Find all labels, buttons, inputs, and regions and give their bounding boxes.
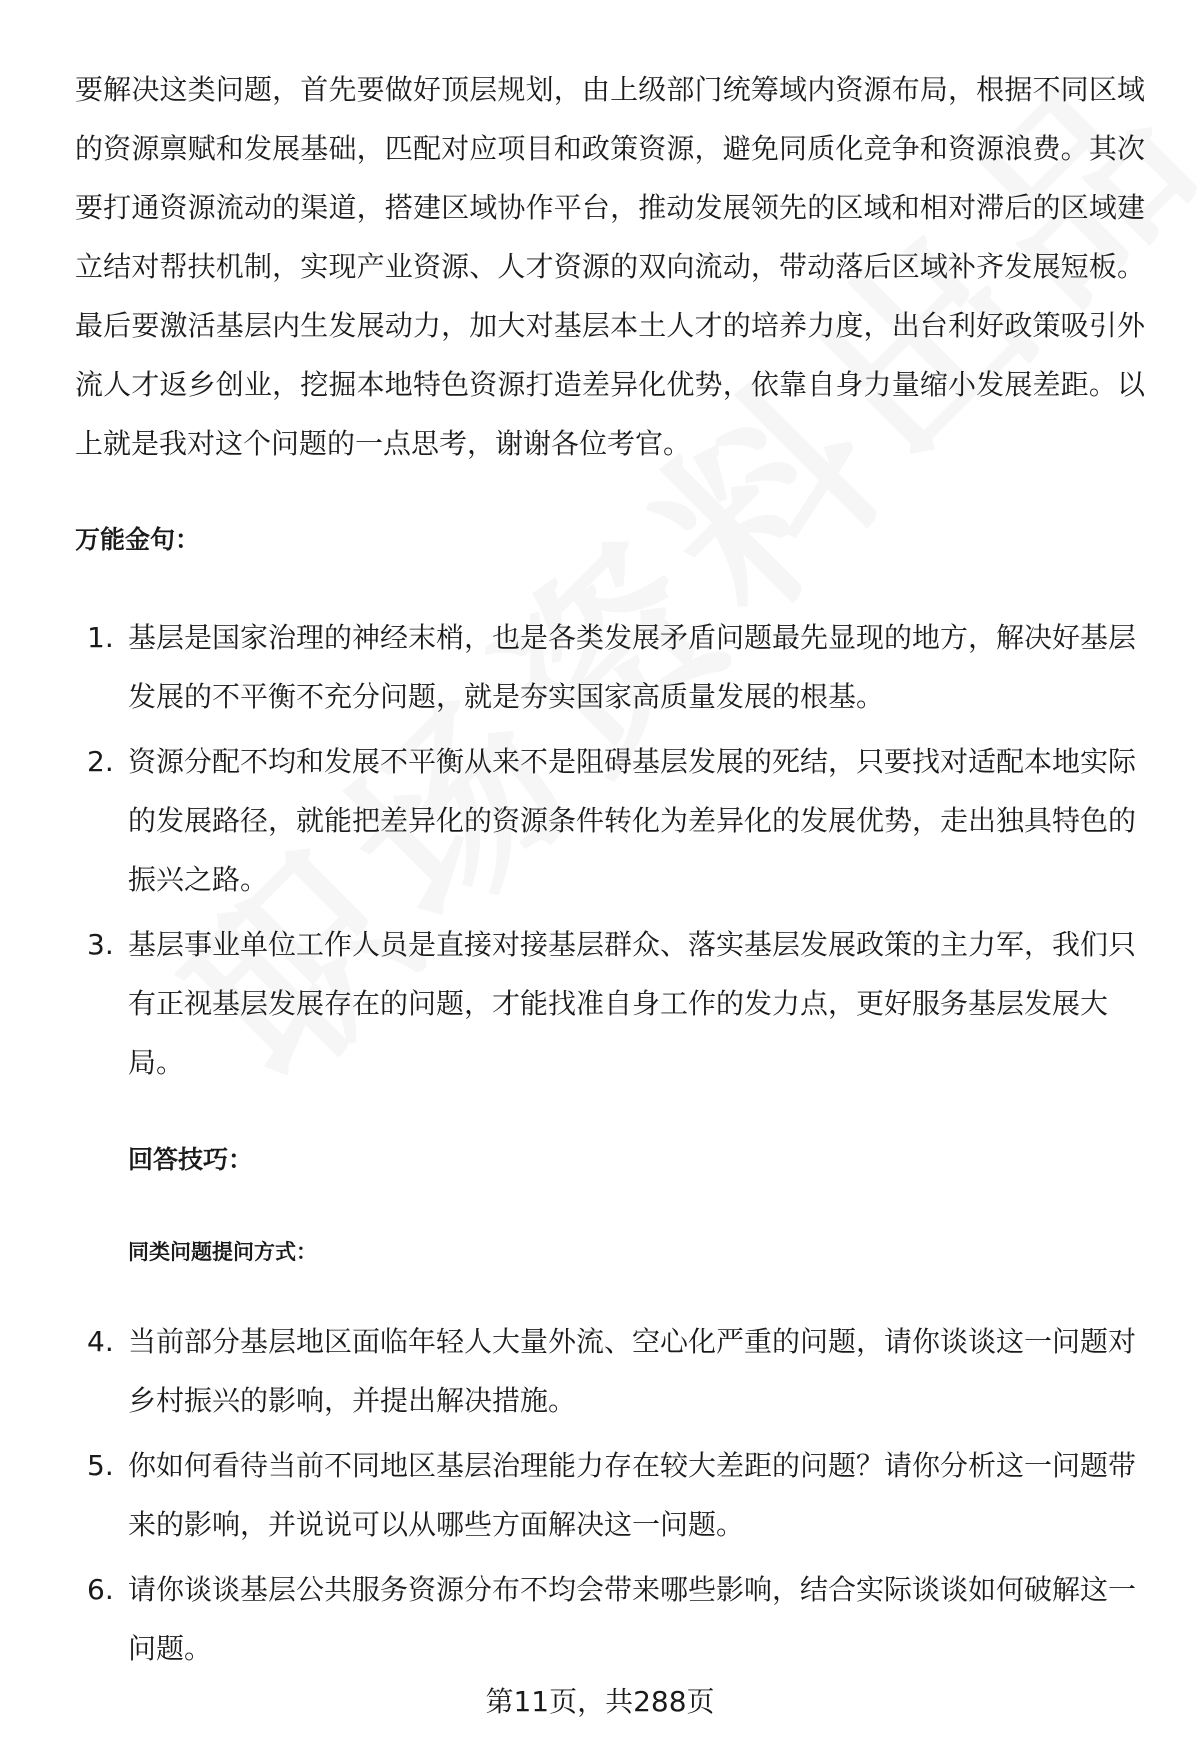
list-item-number: 4. bbox=[87, 1325, 114, 1358]
list-item-text: 基层是国家治理的神经末梢，也是各类发展矛盾问题最先显现的地方，解决好基层发展的不平衡不充分问题，就是夯实国家高质量发展的根基。 bbox=[128, 621, 1137, 713]
golden-sentences-title: 万能金句： bbox=[75, 525, 201, 554]
list-item bbox=[75, 608, 1145, 726]
list-item-text: 资源分配不均和发展不平衡从来不是阻碍基层发展的死结，只要找对适配本地实际的发展路径，就能把差异化的资源条件转化为差异化的发展优势，走出独具特色的振兴之路。 bbox=[128, 745, 1137, 896]
list-item bbox=[75, 1436, 1145, 1554]
list-item bbox=[75, 732, 1145, 909]
list-item-number: 3. bbox=[87, 928, 114, 961]
answer-tips-title: 回答技巧： bbox=[128, 1145, 254, 1174]
list-item-text: 基层事业单位工作人员是直接对接基层群众、落实基层发展政策的主力军，我们只有正视基层发展存在的问题，才能找准自身工作的发力点，更好服务基层发展大局。 bbox=[128, 928, 1137, 1079]
page-footer: 第11页，共288页 bbox=[485, 1685, 715, 1718]
list-item-number: 1. bbox=[87, 621, 114, 654]
list-item-text: 你如何看待当前不同地区基层治理能力存在较大差距的问题？请你分析这一问题带来的影响，并说说可以从哪些方面解决这一问题。 bbox=[128, 1449, 1137, 1541]
list-item bbox=[75, 1312, 1145, 1430]
list-item bbox=[75, 1560, 1145, 1678]
golden-sentences-list bbox=[75, 608, 1145, 1098]
intro-paragraph: 要解决这类问题，首先要做好顶层规划，由上级部门统筹域内资源布局，根据不同区域的资源禀赋和发展基础，匹配对应项目和政策资源，避免同质化竞争和资源浪费。其次要打通资源流动的渠道，搭建区域协作平台，推动发展领先的区域和相对滞后的区域建立结对帮扶机制，实现产业资源、人才资源的双向流动，带动落后区域补齐发展短板。最后要激活基层内生发展动力，加大对基层本土人才的培养力度，出台利好政策吸引外流人才返乡创业，挖掘本地特色资源打造差异化优势，依靠自身力量缩小发展差距。以上就是我对这个问题的一点思考，谢谢各位考官。 bbox=[75, 73, 1145, 460]
intro-section bbox=[75, 60, 1145, 473]
list-item-number: 6. bbox=[87, 1573, 114, 1606]
list-item-text: 当前部分基层地区面临年轻人大量外流、空心化严重的问题，请你谈谈这一问题对乡村振兴的影响，并提出解决措施。 bbox=[128, 1325, 1137, 1417]
similar-questions-list bbox=[75, 1312, 1145, 1684]
list-item bbox=[75, 915, 1145, 1092]
list-item-text: 请你谈谈基层公共服务资源分布不均会带来哪些影响，结合实际谈谈如何破解这一问题。 bbox=[128, 1573, 1137, 1665]
similar-questions-subtitle: 同类问题提问方式： bbox=[128, 1240, 317, 1264]
list-item-number: 2. bbox=[87, 745, 114, 778]
list-item-number: 5. bbox=[87, 1449, 114, 1482]
